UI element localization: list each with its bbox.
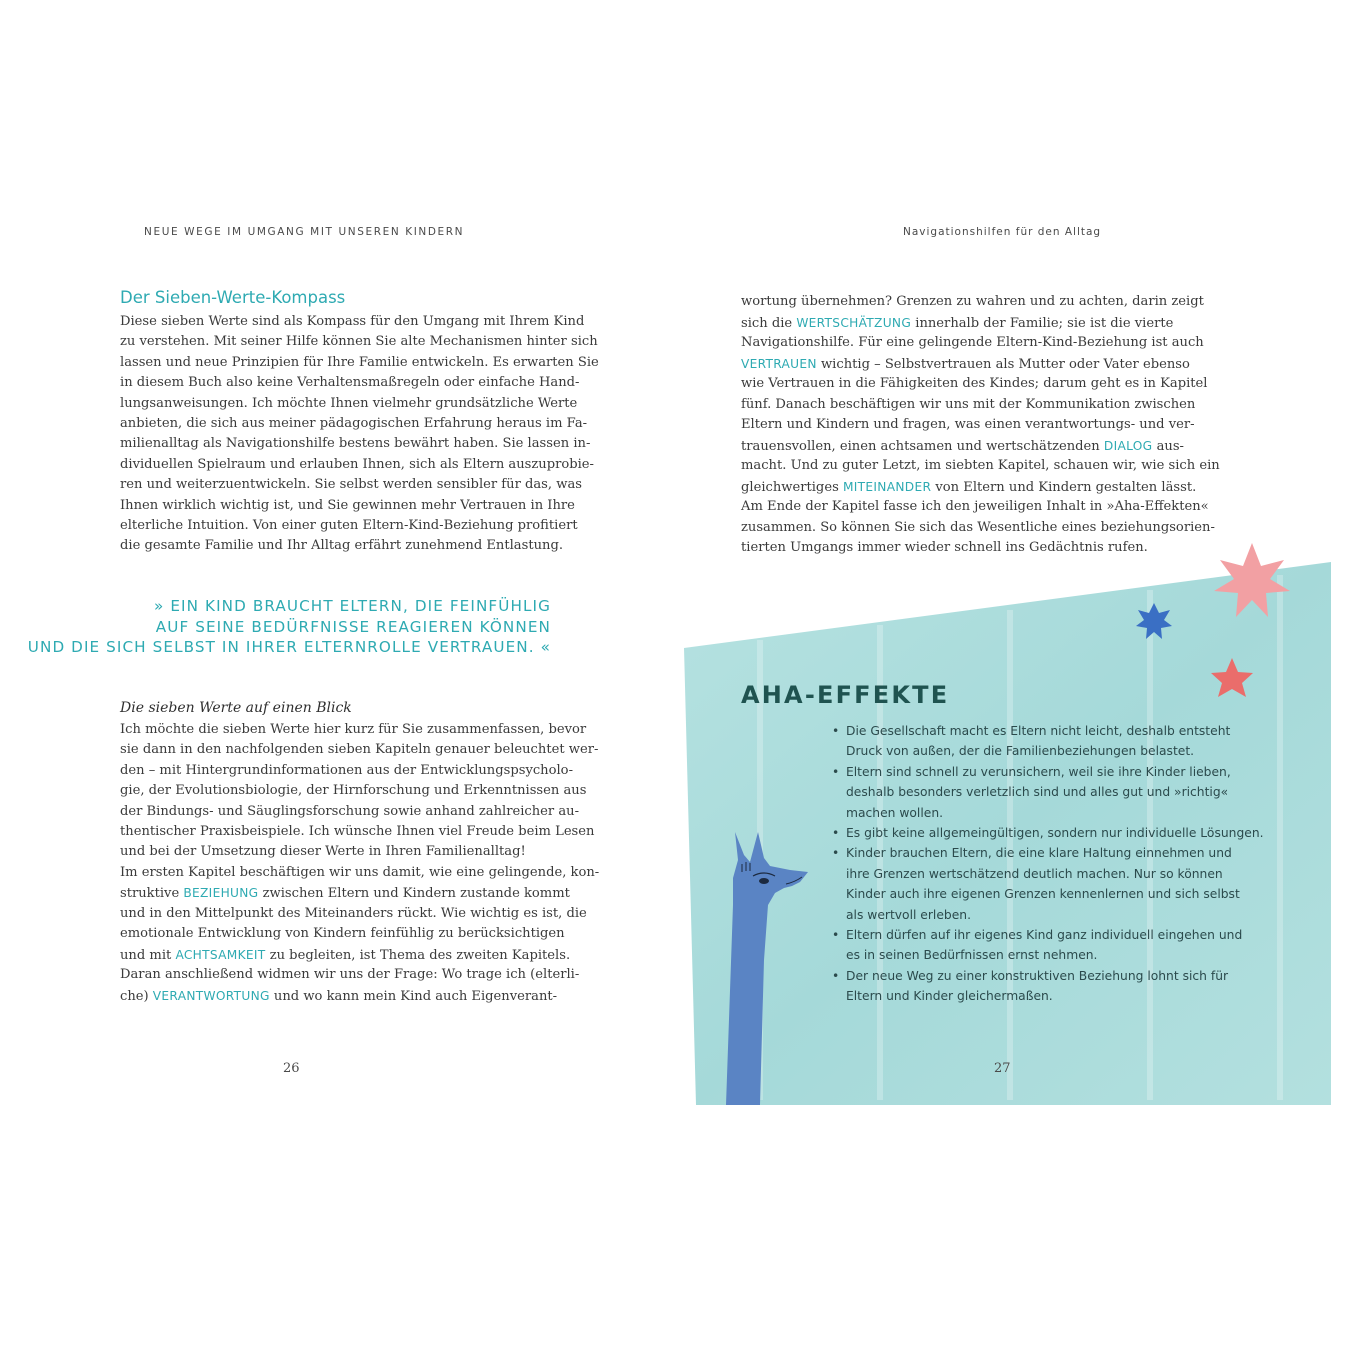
keyword-miteinander: MITEINANDER <box>842 479 932 494</box>
aha-item-line: Druck von außen, der die Familienbeziehungen belastet. <box>846 744 1195 759</box>
text-line: Diese sieben Werte sind als Kompass für den Umgang mit Ihrem Kind <box>120 314 585 329</box>
aha-item-line: Eltern dürfen auf ihr eigenes Kind ganz individuell eingehen und <box>846 928 1243 943</box>
aha-list-item <box>832 925 1264 966</box>
text-line: emotionale Entwicklung von Kindern feinfühlig zu berücksichtigen <box>120 926 565 941</box>
text-line: macht. Und zu guter Letzt, im siebten Kapitel, schauen wir, wie sich ein <box>741 458 1220 473</box>
aha-item-line: Eltern und Kinder gleichermaßen. <box>846 989 1053 1004</box>
text-line: der Bindungs- und Säuglingsforschung sowie anhand zahlreicher au- <box>120 803 580 819</box>
page-number-right: 27 <box>994 1061 1011 1076</box>
text-line: die gesamte Familie und Ihr Alltag erfährt zunehmend Entlastung. <box>120 538 564 554</box>
bullet-icon: • <box>832 724 840 738</box>
keyword-dialog: DIALOG <box>1103 438 1153 453</box>
text-line: elterliche Intuition. Von einer guten Eltern-Kind-Beziehung profitiert <box>120 518 578 533</box>
pull-quote-line: » EIN KIND BRAUCHT ELTERN, DIE FEINFÜHLIG <box>154 597 551 615</box>
text-line: sich die WERTSCHÄTZUNG innerhalb der Familie; sie ist die vierte <box>741 315 1174 331</box>
text-line: in diesem Buch also keine Verhaltensmaßregeln oder einfache Hand- <box>120 375 580 391</box>
pull-quote-line: AUF SEINE BEDÜRFNISSE REAGIEREN KÖNNEN <box>155 617 551 636</box>
text-line: fünf. Danach beschäftigen wir uns mit der Kommunikation zwischen <box>741 396 1196 412</box>
aha-list-item <box>832 762 1264 823</box>
running-head-left: NEUE WEGE IM UMGANG MIT UNSEREN KINDERN <box>144 226 465 238</box>
text-line: Im ersten Kapitel beschäftigen wir uns damit, wie eine gelingende, kon- <box>120 864 600 880</box>
bullet-icon: • <box>832 968 840 983</box>
text-line: lassen und neue Prinzipien für Ihre Familie entwickeln. Es erwarten Sie <box>120 354 599 370</box>
text-line: Navigationshilfe. Für eine gelingende Eltern-Kind-Beziehung ist auch <box>741 335 1204 350</box>
pull-quote-line: UND DIE SICH SELBST IN IHRER ELTERNROLLE VERTRAUEN. « <box>27 638 551 656</box>
keyword-vertrauen: VERTRAUEN <box>741 356 817 371</box>
text-line: Ihnen wirklich wichtig ist, und Sie gewinnen mehr Vertrauen in Ihre <box>120 497 575 513</box>
aha-list-item <box>832 823 1264 843</box>
aha-item-line: als wertvoll erleben. <box>846 907 971 922</box>
aha-item-line: deshalb besonders verletzlich sind und alles gut und »richtig« <box>846 785 1229 800</box>
text-line: und mit ACHTSAMKEIT zu begleiten, ist Thema des zweiten Kapitels. <box>120 947 571 963</box>
aha-item-line: Eltern sind schnell zu verunsichern, weil sie ihre Kinder lieben, <box>846 764 1231 779</box>
bullet-icon: • <box>832 846 840 861</box>
text-line: den – mit Hintergrundinformationen aus der Entwicklungspsycholo- <box>120 762 573 778</box>
text-line: anbieten, die sich aus meiner pädagogischen Erfahrung heraus im Fa- <box>120 416 588 431</box>
bullet-icon: • <box>832 764 840 779</box>
text-line: und in den Mittelpunkt des Miteinanders rückt. Wie wichtig es ist, die <box>120 905 587 921</box>
text-line: dividuellen Spielraum und erlauben Ihnen, sich als Eltern auszuprobie- <box>120 456 594 472</box>
text-line: Ich möchte die sieben Werte hier kurz für Sie zusammenfassen, bevor <box>120 722 587 737</box>
text-line: zusammen. So können Sie sich das Wesentliche eines beziehungsorien- <box>741 519 1215 535</box>
text-line: Am Ende der Kapitel fasse ich den jeweiligen Inhalt in »Aha-Effekten« <box>741 499 1209 514</box>
text-line: wortung übernehmen? Grenzen zu wahren und zu achten, darin zeigt <box>741 294 1204 309</box>
bullet-icon: • <box>832 826 840 841</box>
text-line: Daran anschließend widmen wir uns der Frage: Wo trage ich (elterli- <box>120 967 580 982</box>
aha-item-line: Kinder brauchen Eltern, die eine klare Haltung einnehmen und <box>846 846 1232 861</box>
keyword-verantwortung: VERANTWORTUNG <box>152 988 270 1003</box>
text-line: sie dann in den nachfolgenden sieben Kapiteln genauer beleuchtet wer- <box>120 742 599 758</box>
text-line: gleichwertiges MITEINANDER von Eltern und Kindern gestalten lässt. <box>741 479 1197 495</box>
aha-item-line: ihre Grenzen wertschätzend deutlich machen. Nur so können <box>846 866 1223 881</box>
text-line: tierten Umgangs immer wieder schnell ins Gedächtnis rufen. <box>741 540 1148 555</box>
aha-list-item <box>832 721 1264 762</box>
aha-list-item <box>832 843 1264 925</box>
aha-effekte-title: AHA-EFFEKTE <box>741 681 950 709</box>
section-heading: Der Sieben-Werte-Kompass <box>120 288 346 307</box>
text-line: gie, der Evolutionsbiologie, der Hirnforschung und Erkenntnissen aus <box>120 783 587 799</box>
aha-item-line: Es gibt keine allgemeingültigen, sondern nur individuelle Lösungen. <box>846 826 1264 841</box>
keyword-achtsamkeit: ACHTSAMKEIT <box>175 947 266 962</box>
keyword-beziehung: BEZIEHUNG <box>183 886 259 900</box>
aha-item-line: es in seinen Bedürfnissen ernst nehmen. <box>846 948 1098 963</box>
text-line: thentischer Praxisbeispiele. Ich wünsche Ihnen viel Freude beim Lesen <box>120 824 595 839</box>
aha-list-item <box>832 966 1264 1007</box>
keyword-wertschaetzung: WERTSCHÄTZUNG <box>796 315 912 330</box>
aha-item-line: Kinder auch ihre eigenen Grenzen kennenlernen und sich selbst <box>846 887 1240 902</box>
sub-heading: Die sieben Werte auf einen Blick <box>120 700 352 716</box>
text-line: Eltern und Kindern und fragen, was einen verantwortungs- und ver- <box>741 417 1195 432</box>
text-line: che) VERANTWORTUNG und wo kann mein Kind auch Eigenverant- <box>120 988 558 1004</box>
text-line: struktive BEZIEHUNG zwischen Eltern und Kindern zustande kommt <box>120 886 570 901</box>
running-head-right: Navigationshilfen für den Alltag <box>903 226 1102 238</box>
page-number-left: 26 <box>283 1061 300 1076</box>
bullet-icon: • <box>832 928 840 943</box>
text-line: ren und weiterzuentwickeln. Sie selbst werden sensibler für das, was <box>120 477 582 493</box>
text-line: zu verstehen. Mit seiner Hilfe können Sie alte Mechanismen hinter sich <box>120 334 598 350</box>
text-line: trauensvollen, einen achtsamen und wertschätzenden DIALOG aus- <box>741 438 1184 454</box>
text-line: und bei der Umsetzung dieser Werte in Ihren Familienalltag! <box>120 844 526 860</box>
aha-item-line: Der neue Weg zu einer konstruktiven Beziehung lohnt sich für <box>846 968 1229 983</box>
text-line: milienalltag als Navigationshilfe bestens bewährt haben. Sie lassen in- <box>120 436 591 452</box>
text-line: lungsanweisungen. Ich möchte Ihnen vielmehr grundsätzliche Werte <box>120 395 578 411</box>
text-line: wie Vertrauen in die Fähigkeiten des Kindes; darum geht es in Kapitel <box>741 376 1208 391</box>
aha-item-line: machen wollen. <box>846 805 944 820</box>
text-line: VERTRAUEN wichtig – Selbstvertrauen als Mutter oder Vater ebenso <box>741 356 1190 372</box>
aha-item-line: Die Gesellschaft macht es Eltern nicht leicht, deshalb entsteht <box>846 724 1231 738</box>
aha-effekte-list <box>832 721 1264 1007</box>
